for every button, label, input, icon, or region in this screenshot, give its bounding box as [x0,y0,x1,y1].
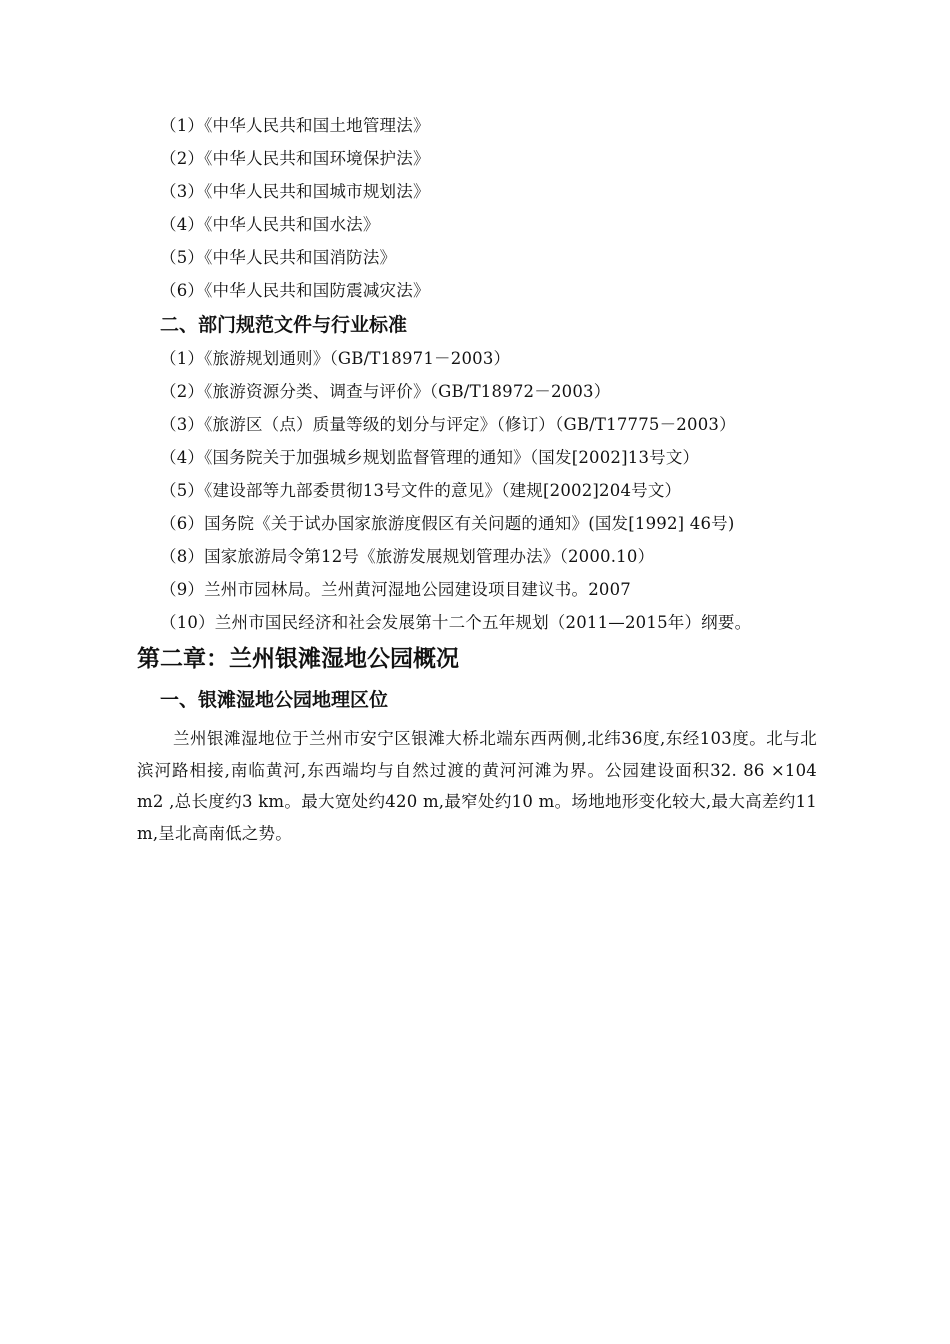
list-item: （2）《旅游资源分类、调查与评价》（GB/T18972－2003） [160,382,611,401]
list-item: （1）《旅游规划通则》（GB/T18971－2003） [160,349,511,368]
list-item: （3）《中华人民共和国城市规划法》 [160,182,430,201]
list-item: （3）《旅游区（点）质量等级的划分与评定》（修订）（GB/T17775－2003） [160,415,736,434]
list-item: （9）兰州市园林局。兰州黄河湿地公园建设项目建议书。2007 [160,580,631,599]
list-item: （8）国家旅游局令第12号《旅游发展规划管理办法》（2000.10） [160,547,655,566]
list-item: （1）《中华人民共和国土地管理法》 [160,116,430,135]
list-item: （5）《建设部等九部委贯彻13号文件的意见》（建规[2002]204号文） [160,481,682,500]
standards-list [160,342,840,639]
law-list [160,109,840,307]
body-paragraph: 兰州银滩湿地位于兰州市安宁区银滩大桥北端东西两侧,北纬36度,东经103度。北与北滨河路相接,南临黄河,东西端均与自然过渡的黄河河滩为界。公园建设面积32. 86 ×104 m2 ,总长度约3 km。最大宽处约420 m,最窄处约10 m。场地地形变化较大,最大高差约11 m,呈北高南低之势。 [137,729,817,843]
list-item: （10）兰州市国民经济和社会发展第十二个五年规划（2011—2015年）纲要。 [160,613,752,632]
list-item: （2）《中华人民共和国环境保护法》 [160,149,430,168]
chapter-heading: 第二章：兰州银滩湿地公园概况 [137,646,459,672]
section-heading: 一、银滩湿地公园地理区位 [160,689,389,711]
list-item: （6）《中华人民共和国防震减灾法》 [160,281,430,300]
section-heading: 二、部门规范文件与行业标准 [160,314,408,336]
list-item: （4）《中华人民共和国水法》 [160,215,380,234]
list-item: （6）国务院《关于试办国家旅游度假区有关问题的通知》(国发[1992] 46号) [160,514,735,533]
list-item: （4）《国务院关于加强城乡规划监督管理的通知》（国发[2002]13号文） [160,448,700,467]
list-item: （5）《中华人民共和国消防法》 [160,248,397,267]
